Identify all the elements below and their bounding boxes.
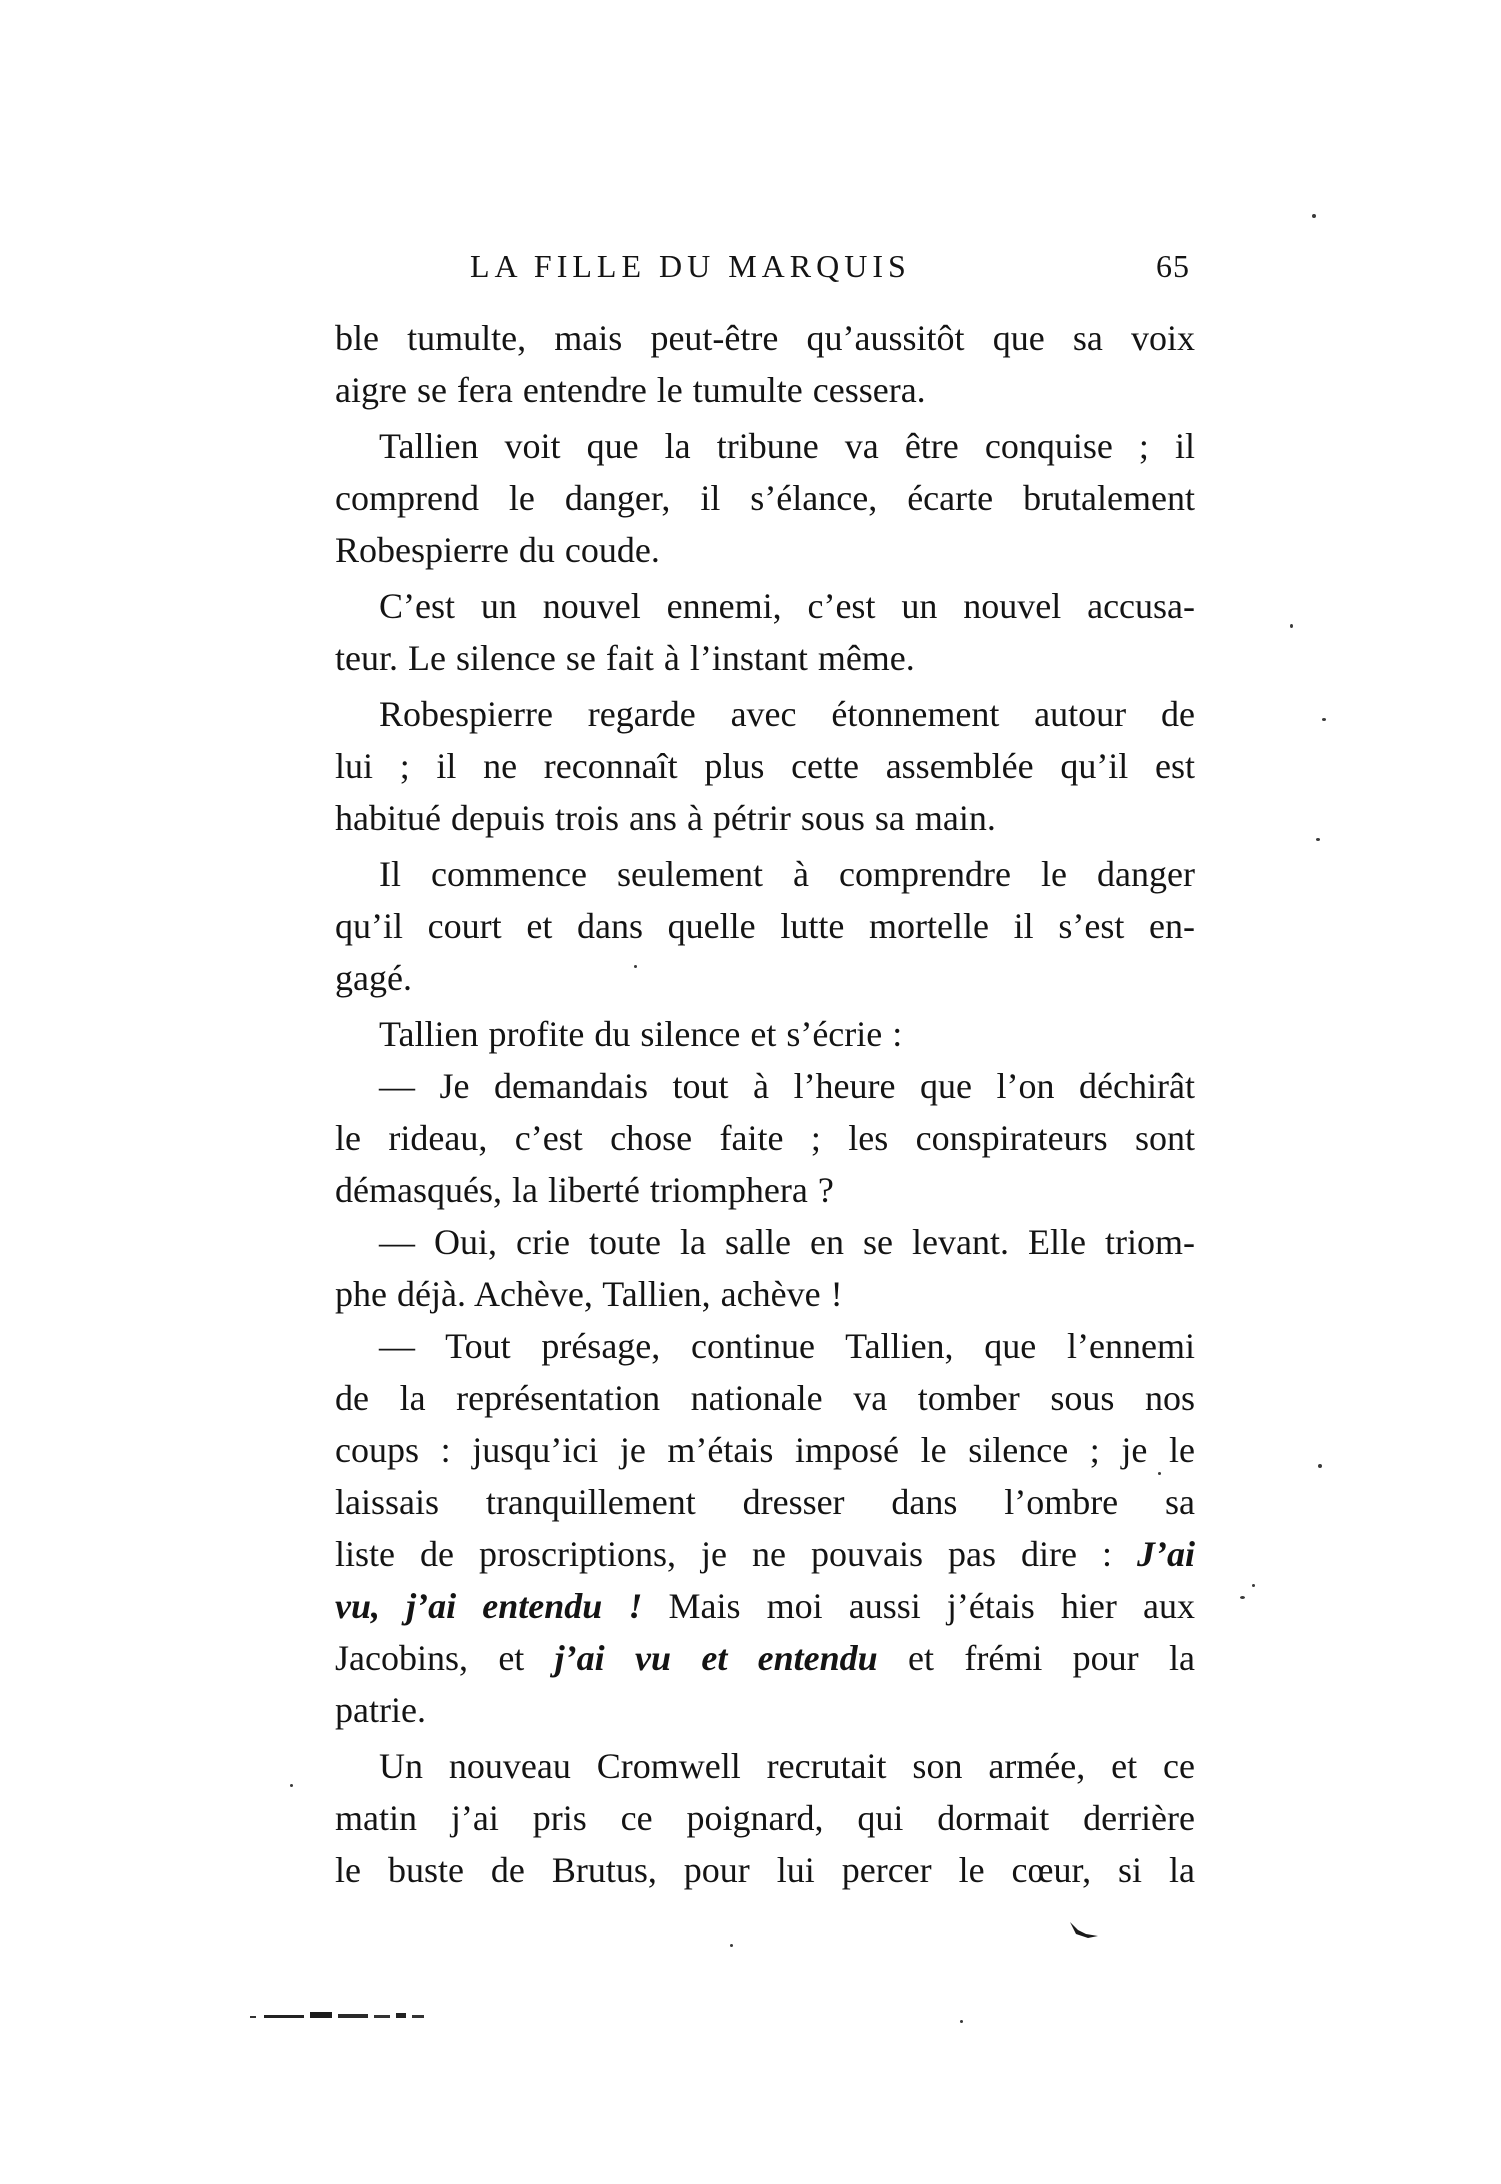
text-segment: Mais moi aussi j’étais hier aux	[642, 1586, 1195, 1626]
text-line: aigre se fera entendre le tumulte cessera.	[335, 370, 926, 410]
text-segment: et frémi pour la	[877, 1638, 1195, 1678]
text-line: le buste de Brutus, pour lui percer le cœur, si la	[335, 1850, 1195, 1890]
text-line: le rideau, c’est chose faite ; les conspirateurs sont	[335, 1118, 1195, 1158]
italic-segment: J’ai	[1137, 1534, 1195, 1574]
text-line: Un nouveau Cromwell recrutait son armée, et ce	[379, 1746, 1195, 1786]
scan-speck	[960, 2020, 963, 2023]
text-line: comprend le danger, il s’élance, écarte brutalement	[335, 478, 1195, 518]
text-line: lui ; il ne reconnaît plus cette assemblée qu’il est	[335, 746, 1195, 786]
body-text	[335, 312, 1195, 1896]
scan-speck	[1252, 1584, 1255, 1587]
running-title: LA FILLE DU MARQUIS	[470, 248, 911, 284]
text-line: matin j’ai pris ce poignard, qui dormait derrière	[335, 1798, 1195, 1838]
text-line: — Je demandais tout à l’heure que l’on déchirât	[379, 1066, 1195, 1106]
text-line: teur. Le silence se fait à l’instant même.	[335, 638, 915, 678]
text-line: ble tumulte, mais peut-être qu’aussitôt que sa voix	[335, 318, 1195, 358]
scan-speck	[1290, 624, 1293, 628]
ink-blot-icon	[1068, 1920, 1102, 1940]
text-line: Il commence seulement à comprendre le danger	[379, 854, 1195, 894]
scan-speck	[634, 965, 637, 968]
scan-speck	[1158, 1472, 1161, 1475]
text-line: — Oui, crie toute la salle en se levant. Elle triom-	[379, 1222, 1195, 1262]
text-segment: Jacobins, et	[335, 1638, 555, 1678]
text-line: de la représentation nationale va tomber sous nos	[335, 1378, 1195, 1418]
text-line: Tallien voit que la tribune va être conquise ; il	[379, 426, 1195, 466]
text-line: Tallien profite du silence et s’écrie :	[379, 1014, 903, 1054]
text-line: phe déjà. Achève, Tallien, achève !	[335, 1274, 843, 1314]
text-line: Robespierre du coude.	[335, 530, 660, 570]
scan-speck	[1316, 838, 1320, 841]
text-line: qu’il court et dans quelle lutte mortelle il s’est en-	[335, 906, 1195, 946]
italic-segment: j’ai vu et entendu	[554, 1638, 878, 1678]
text-line: Robespierre regarde avec étonnement autour de	[379, 694, 1195, 734]
text-line: gagé.	[335, 958, 412, 998]
text-line: — Tout présage, continue Tallien, que l’ennemi	[379, 1326, 1195, 1366]
text-line: coups : jusqu’ici je m’étais imposé le silence ; je le	[335, 1430, 1195, 1470]
text-line	[335, 1580, 1195, 1632]
page-number: 65	[1156, 248, 1190, 284]
text-line	[335, 1632, 1195, 1684]
text-line: laissais tranquillement dresser dans l’ombre sa	[335, 1482, 1195, 1522]
scan-speck	[730, 1944, 733, 1947]
text-line: démasqués, la liberté triomphera ?	[335, 1170, 834, 1210]
running-head	[470, 244, 1190, 288]
scan-speck	[290, 1784, 293, 1787]
text-line	[335, 1528, 1195, 1580]
smudge-icon	[250, 2004, 430, 2022]
text-line: habitué depuis trois ans à pétrir sous sa main.	[335, 798, 996, 838]
scan-speck	[1318, 1464, 1322, 1468]
scan-speck	[1312, 214, 1316, 218]
text-segment: liste de proscriptions, je ne pouvais pas dire :	[335, 1534, 1137, 1574]
scan-speck	[1322, 718, 1326, 721]
text-line: C’est un nouvel ennemi, c’est un nouvel accusa-	[379, 586, 1195, 626]
scan-speck	[1240, 1596, 1245, 1599]
text-line: patrie.	[335, 1690, 426, 1730]
italic-segment: vu, j’ai entendu !	[335, 1586, 643, 1626]
